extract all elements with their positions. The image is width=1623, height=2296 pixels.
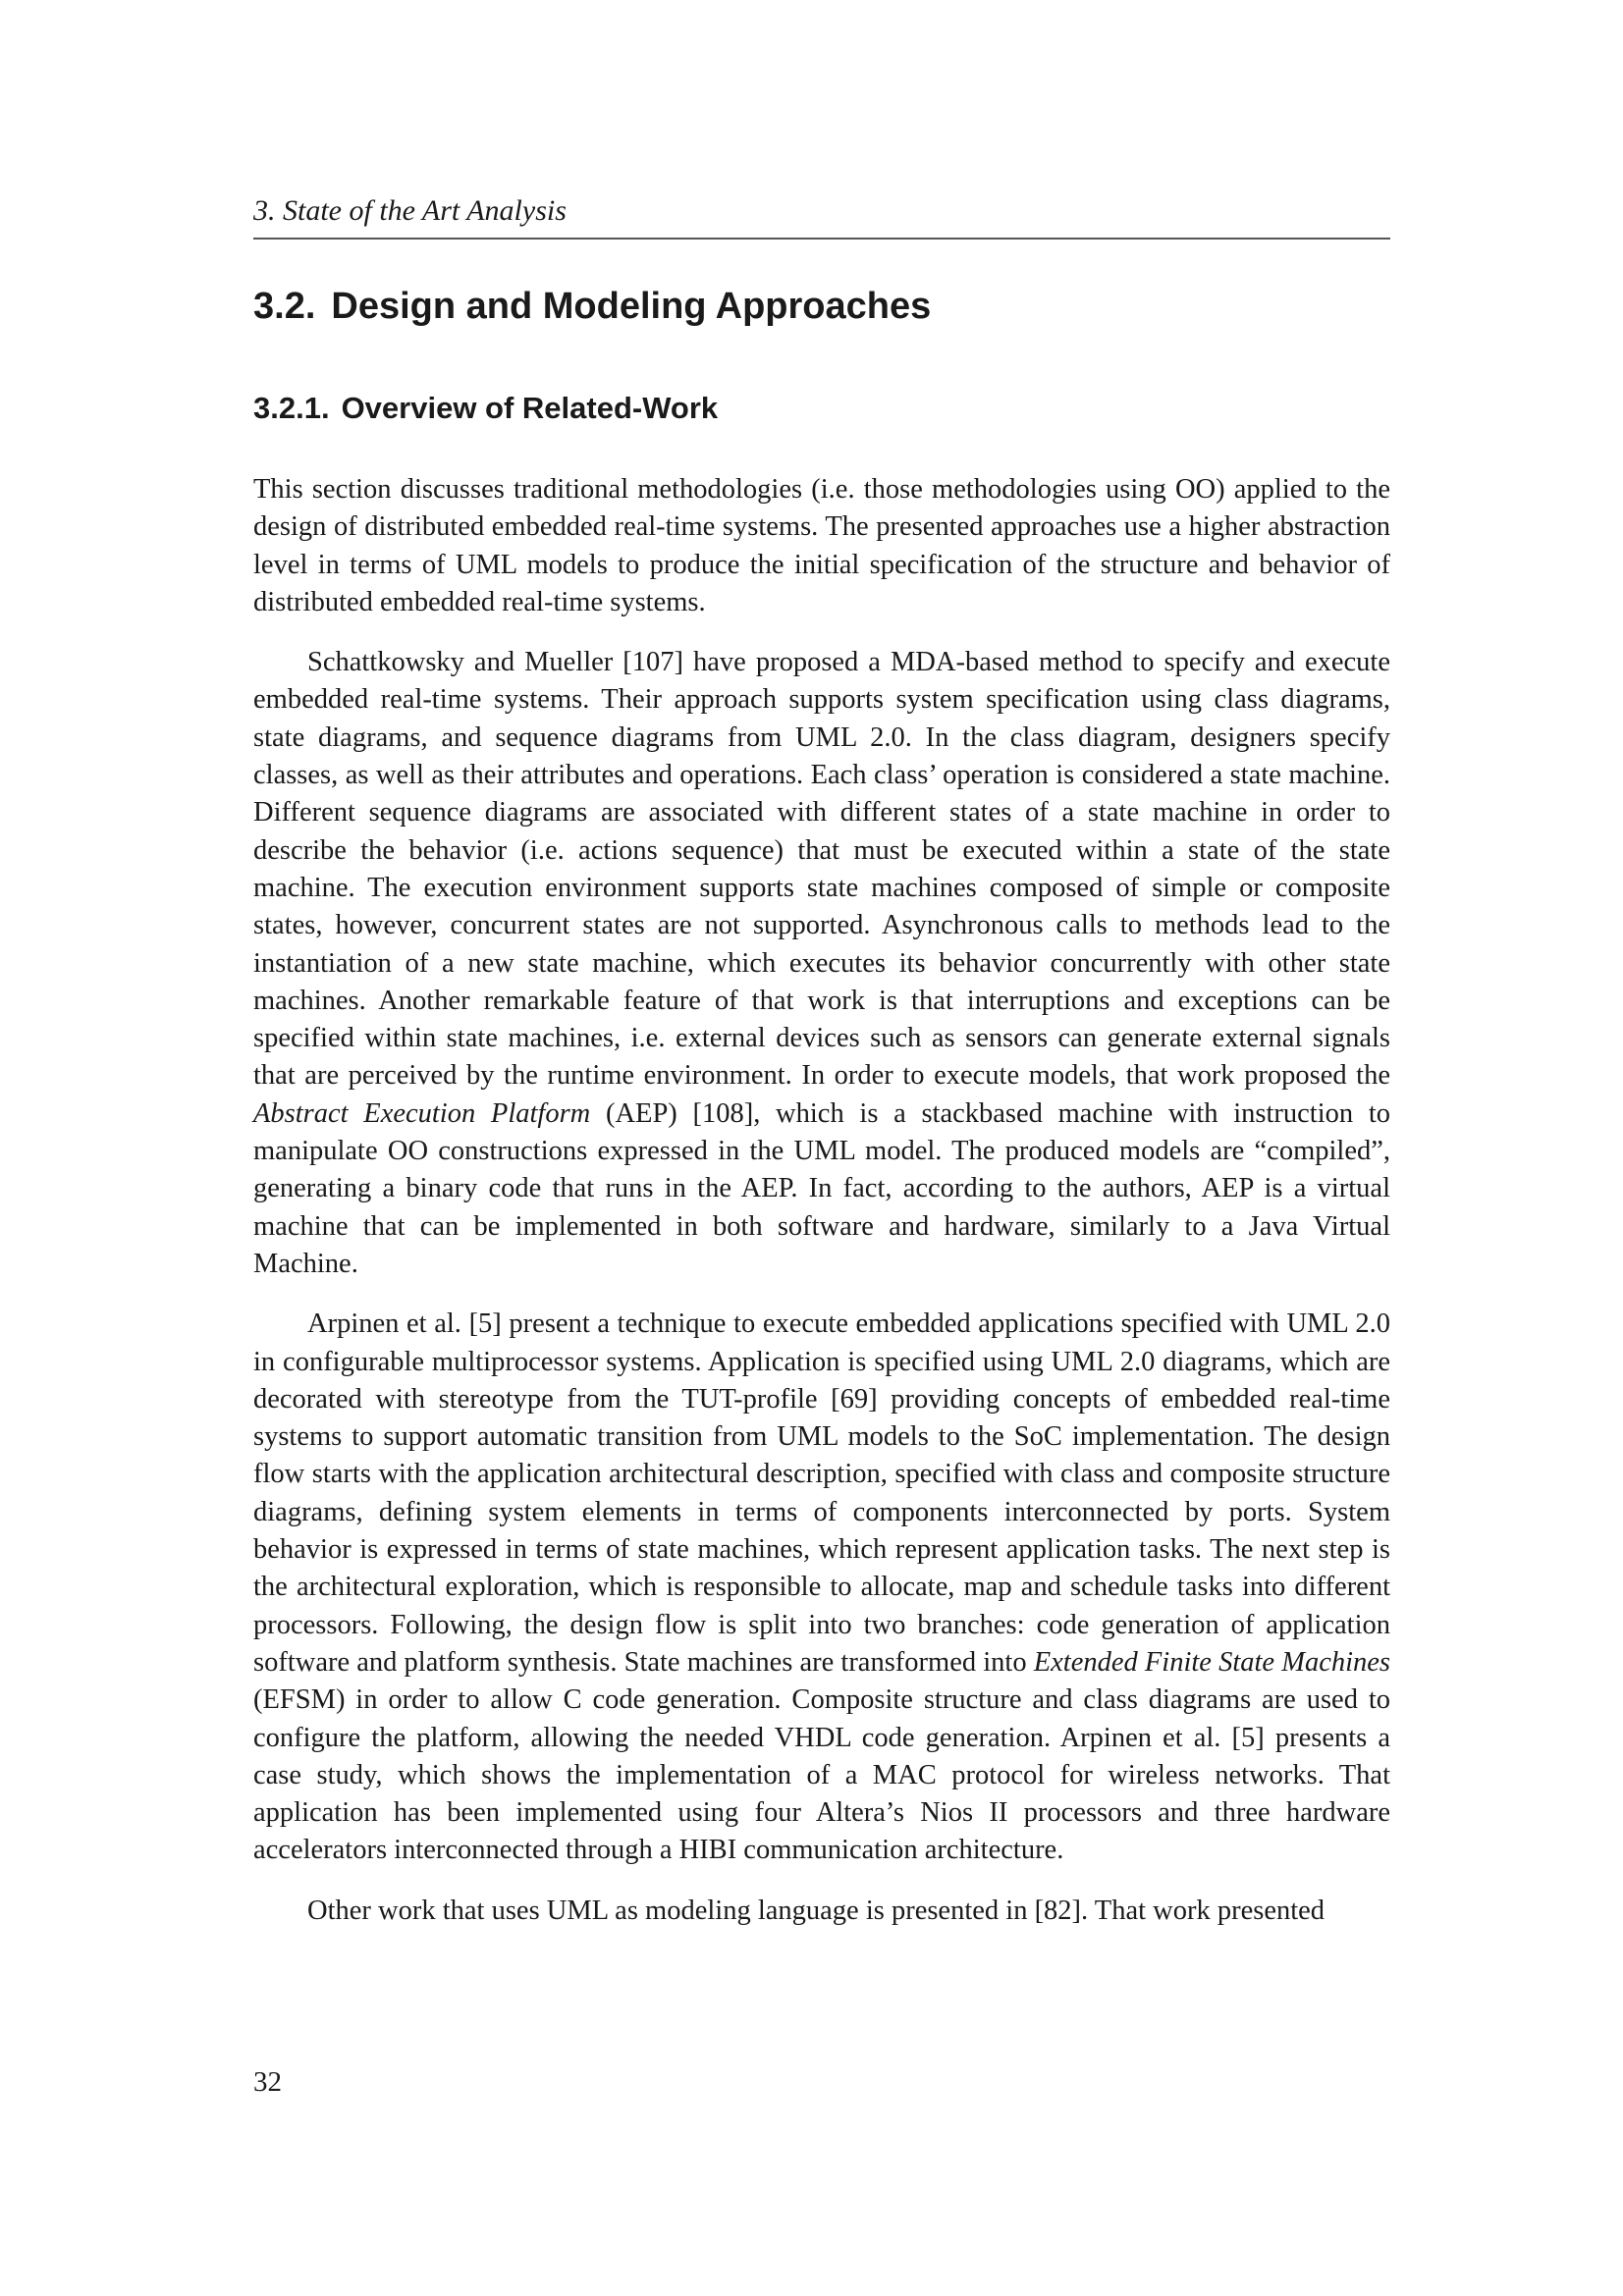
running-head: 3. State of the Art Analysis (253, 192, 1390, 240)
emphasized-term: Abstract Execution Platform (253, 1097, 591, 1129)
paragraph-text: (AEP) [108], which is a stackbased machine with instruction to manipulate OO constructions expressed in the UML model. The produced models are “compiled”, generating a binary code that runs in the AEP. In fact, according to the authors, AEP is a virtual machine that can be implemented in both software and hardware, similarly to a Java Virtual Machine. (253, 1097, 1390, 1279)
body-text (253, 471, 1390, 1952)
paragraph-text: Schattkowsky and Mueller [107] have proposed a MDA-based method to specify and execute embedded real-time systems. Their approach supports system specification using class diagrams, state diagrams, and sequence diagrams from UML 2.0. In the class diagram, designers specify classes, as well as their attributes and operations. Each class’ operation is considered a state machine. Different sequence diagrams are associated with different states of a state machine in order to describe the behavior (i.e. actions sequence) that must be executed within a state of the state machine. The execution environment supports state machines composed of simple or composite states, however, concurrent states are not supported. Asynchronous calls to methods lead to the instantiation of a new state machine, which executes its behavior concurrently with other state machines. Another remarkable feature of that work is that interruptions and exceptions can be specified within state machines, i.e. external devices such as sensors can generate external signals that are perceived by the runtime environment. In order to execute models, that work proposed the (253, 647, 1390, 1092)
paragraph-other-work: Other work that uses UML as modeling language is presented in [82]. That work presented (307, 1895, 1325, 1926)
section-heading (253, 283, 931, 330)
section-number: 3.2. (253, 286, 316, 327)
subsection-number: 3.2.1. (253, 391, 330, 425)
paragraph-text: (EFSM) in order to allow C code generation. Composite structure and class diagrams are used to configure the platform, allowing the needed VHDL code generation. Arpinen et al. [5] presents a case study, which shows the implementation of a MAC protocol for wireless networks. That application has been implemented using four Altera’s Nios II processors and three hardware accelerators interconnected through a HIBI communication architecture. (253, 1684, 1390, 1866)
emphasized-term: Extended Finite State Machines (1033, 1646, 1391, 1678)
paragraph-arpinen (253, 1306, 1390, 1869)
section-title: Design and Modeling Approaches (331, 286, 932, 327)
subsection-heading (253, 389, 718, 428)
page-number: 32 (253, 2066, 282, 2098)
subsection-title: Overview of Related-Work (341, 391, 719, 425)
paragraph-text: Arpinen et al. [5] present a technique to execute embedded applications specified with UML 2.0 in configurable multiprocessor systems. Application is specified using UML 2.0 diagrams, which are decorated with stereotype from the TUT-profile [69] providing concepts of embedded real-time systems to support automatic transition from UML models to the SoC implementation. The design flow starts with the application architectural description, specified with class and composite structure diagrams, defining system elements in terms of components interconnected by ports. System behavior is expressed in terms of state machines, which represent application tasks. The next step is the architectural exploration, which is responsible to allocate, map and schedule tasks into different processors. Following, the design flow is split into two branches: code generation of application software and platform synthesis. State machines are transformed into (253, 1308, 1390, 1678)
paragraph-schattkowsky (253, 644, 1390, 1283)
paragraph-intro: This section discusses traditional methodologies (i.e. those methodologies using OO) applied to the design of distributed embedded real-time systems. The presented approaches use a higher abstraction level in terms of UML models to produce the initial specification of the structure and behavior of distributed embedded real-time systems. (253, 474, 1390, 617)
